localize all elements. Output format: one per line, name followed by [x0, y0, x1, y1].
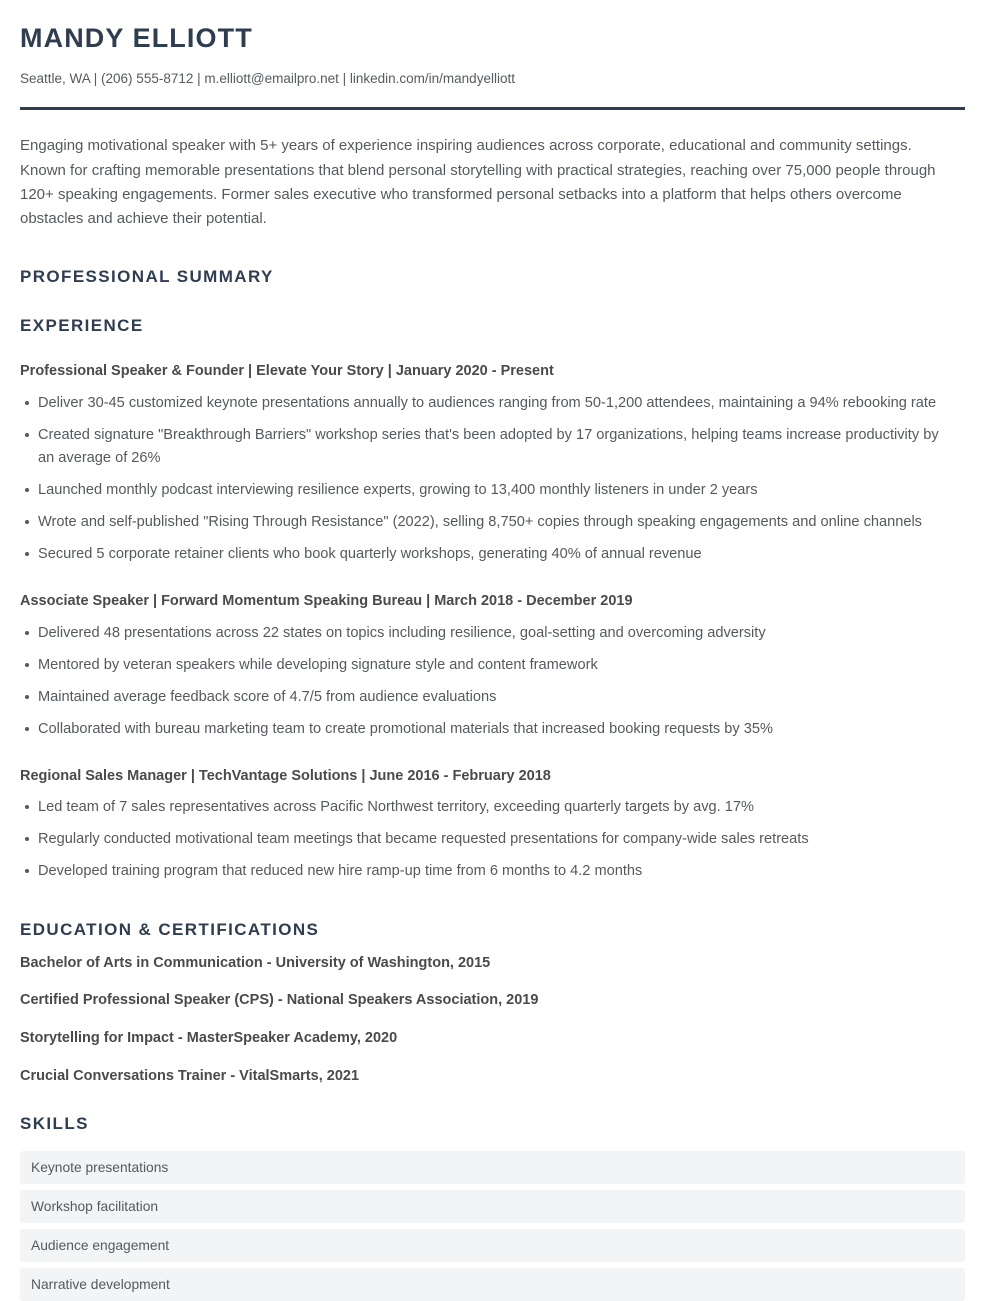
skill-item: Keynote presentations	[20, 1151, 965, 1184]
contact-line: Seattle, WA | (206) 555-8712 | m.elliott@emailpro.net | linkedin.com/in/mandyelliott	[20, 70, 515, 86]
experience-entry-2	[20, 767, 965, 884]
skill-item: Audience engagement	[20, 1229, 965, 1262]
job-title: Regional Sales Manager | TechVantage Solutions | June 2016 - February 2018	[20, 767, 551, 784]
section-heading-skills: SKILLS	[20, 1114, 89, 1134]
list-item: Created signature "Breakthrough Barriers" workshop series that's been adopted by 17 organizations, helping teams increase productivity by an average of 26%	[20, 424, 950, 470]
education-list	[20, 954, 965, 1086]
job-bullets	[20, 392, 965, 566]
section-heading-experience: EXPERIENCE	[20, 315, 144, 335]
summary-paragraph: Engaging motivational speaker with 5+ years of experience inspiring audiences across corporate, educational and community settings. Known for crafting memorable presentations that blend personal storytelling with practical strategies, reaching over 75,000 people through 120+ speaking engagements. Former sales executive who transformed personal setbacks into a platform that helps others overcome obstacles and achieve their potential.	[20, 137, 936, 228]
page-title: MANDY ELLIOTT	[20, 23, 253, 53]
list-item: Regularly conducted motivational team meetings that became requested presentations for company-wide sales retreats	[20, 828, 950, 851]
experience-entry-0	[20, 362, 965, 566]
section-heading-professional-summary: PROFESSIONAL SUMMARY	[20, 267, 274, 287]
skill-item: Workshop facilitation	[20, 1190, 965, 1223]
list-item: Launched monthly podcast interviewing resilience experts, growing to 13,400 monthly listeners in under 2 years	[20, 479, 950, 502]
header-divider	[20, 107, 965, 110]
education-item: Storytelling for Impact - MasterSpeaker Academy, 2020	[20, 1030, 398, 1047]
education-item: Certified Professional Speaker (CPS) - National Speakers Association, 2019	[20, 992, 539, 1009]
skills-list	[20, 1151, 965, 1301]
section-heading-education: EDUCATION & CERTIFICATIONS	[20, 919, 320, 939]
experience-entry-1	[20, 592, 965, 741]
list-item: Delivered 48 presentations across 22 states on topics including resilience, goal-setting and overcoming adversity	[20, 622, 950, 645]
list-item: Developed training program that reduced new hire ramp-up time from 6 months to 4.2 months	[20, 860, 950, 883]
list-item: Mentored by veteran speakers while developing signature style and content framework	[20, 654, 950, 677]
list-item: Wrote and self-published "Rising Through Resistance" (2022), selling 8,750+ copies through speaking engagements and online channels	[20, 511, 950, 534]
list-item: Led team of 7 sales representatives across Pacific Northwest territory, exceeding quarterly targets by avg. 17%	[20, 796, 950, 819]
education-item: Bachelor of Arts in Communication - University of Washington, 2015	[20, 954, 491, 971]
list-item: Collaborated with bureau marketing team to create promotional materials that increased booking requests by 35%	[20, 718, 950, 741]
list-item: Deliver 30-45 customized keynote presentations annually to audiences ranging from 50-1,200 attendees, maintaining a 94% rebooking rate	[20, 392, 950, 415]
education-item: Crucial Conversations Trainer - VitalSmarts, 2021	[20, 1067, 360, 1084]
job-bullets	[20, 796, 965, 883]
skill-item: Narrative development	[20, 1268, 965, 1301]
list-item: Maintained average feedback score of 4.7/5 from audience evaluations	[20, 686, 950, 709]
job-title: Associate Speaker | Forward Momentum Speaking Bureau | March 2018 - December 2019	[20, 593, 633, 610]
job-bullets	[20, 622, 965, 741]
list-item: Secured 5 corporate retainer clients who book quarterly workshops, generating 40% of annual revenue	[20, 543, 950, 566]
job-title: Professional Speaker & Founder | Elevate Your Story | January 2020 - Present	[20, 363, 554, 380]
